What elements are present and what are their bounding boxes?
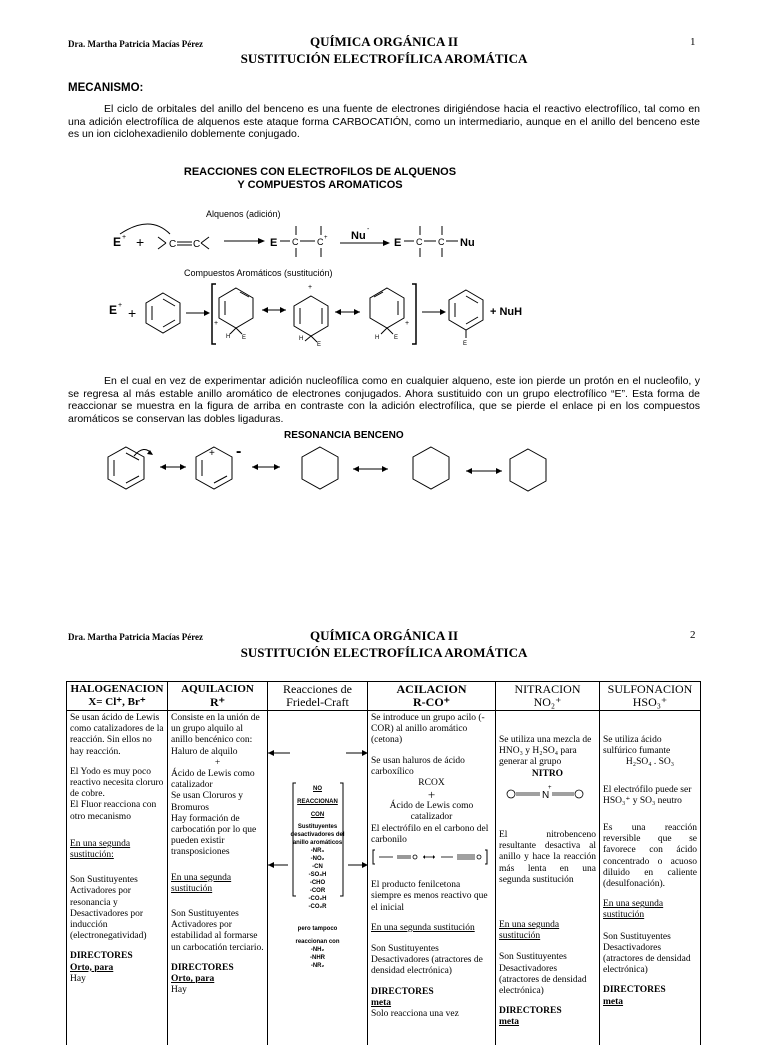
resonance-diagram bbox=[100, 440, 570, 500]
header-acilacion: ACILACION R-CO⁺ bbox=[368, 682, 496, 711]
cation-charge: + bbox=[122, 234, 126, 241]
electrophile-symbol: E bbox=[394, 335, 398, 341]
table-body-row bbox=[67, 711, 701, 1045]
substituent-group: -SO₃H bbox=[271, 871, 364, 879]
substituent-group: -CHO bbox=[271, 879, 364, 887]
electrophile-symbol: E bbox=[109, 303, 117, 317]
reactions-table bbox=[66, 681, 701, 1045]
electrophile-symbol: E bbox=[270, 237, 277, 249]
byproduct-label: + NuH bbox=[490, 306, 522, 318]
page-subtitle: SUSTITUCIÓN ELECTROFÍLICA AROMÁTICA bbox=[0, 51, 768, 67]
substituent-group: -CN bbox=[271, 863, 364, 871]
friedel-arrows bbox=[268, 711, 368, 1031]
electrophile-symbol: E bbox=[113, 235, 121, 249]
pero-label: pero tampoco bbox=[271, 925, 364, 933]
hydrogen-atom: H bbox=[299, 336, 303, 342]
nucleophile-symbol: Nu bbox=[351, 230, 366, 242]
substituent-group: -CO₂H bbox=[271, 895, 364, 903]
nitronium-structure bbox=[499, 780, 595, 806]
carbon-atom: C bbox=[169, 239, 176, 250]
sigma-complex-ring bbox=[294, 296, 328, 336]
reactions-subtitle: Y COMPUESTOS AROMATICOS bbox=[0, 179, 640, 191]
anion-charge: - bbox=[367, 226, 370, 233]
cation-charge: + bbox=[209, 448, 215, 459]
substituent-group: -NR₂ bbox=[271, 962, 364, 970]
header-aquilacion: AQUILACION R⁺ bbox=[168, 682, 268, 711]
carbon-atom: C bbox=[438, 237, 445, 247]
cation-charge: + bbox=[308, 284, 312, 291]
section-heading: MECANISMO: bbox=[68, 82, 143, 94]
reaccionan-con-label: reaccionan con bbox=[271, 938, 364, 946]
cation-charge: + bbox=[405, 320, 409, 327]
alkenes-label: Alquenos (adición) bbox=[206, 209, 281, 219]
acylium-resonance bbox=[371, 846, 489, 868]
anion-charge: - bbox=[236, 443, 241, 460]
page2-number: 2 bbox=[690, 629, 696, 641]
electrophile-symbol: E bbox=[394, 237, 401, 249]
con-label: CON bbox=[271, 811, 364, 819]
page2-title: QUÍMICA ORGÁNICA II bbox=[0, 628, 768, 644]
resonance-ring bbox=[413, 447, 449, 489]
no-label: NO bbox=[271, 785, 364, 793]
sigma-complex-ring bbox=[370, 288, 404, 328]
page2-subtitle: SUSTITUCIÓN ELECTROFÍLICA AROMÁTICA bbox=[0, 645, 768, 661]
plus-sign: + bbox=[136, 234, 144, 250]
resonance-ring bbox=[510, 449, 546, 491]
substituent-group: -COR bbox=[271, 887, 364, 895]
carbon-atom: C bbox=[292, 237, 299, 247]
substituent-group: -NO₂ bbox=[271, 855, 364, 863]
substituent-group: -NH₂ bbox=[271, 946, 364, 954]
page-number: 1 bbox=[690, 36, 696, 48]
cell-halogenacion: Se usan ácido de Lewis como catalizadores de la reacción. Sin ellos no hay reacción. El Yodo es muy poco reactivo necesita cloruro de cobre. El Fluor reacciona con otro mecanismo En una segunda sustitución: Son Sustituyentes Activadores por resonancia y Desactivadores por inducción (electronegatividad) DIRECTORES Orto, para Hay bbox=[67, 711, 168, 1045]
carbon-atom: C bbox=[416, 237, 423, 247]
reactions-title: REACCIONES CON ELECTROFILOS DE ALQUENOS bbox=[0, 166, 640, 178]
curved-arrow bbox=[120, 224, 170, 234]
author-name: Dra. Martha Patricia Macías Pérez bbox=[68, 39, 203, 49]
substituent-group: -NHR bbox=[271, 954, 364, 962]
cell-sulfonacion: Se utiliza ácido sulfúrico fumante H₂SO₄ . SO₃ El electrófilo puede ser HSO₃⁺ y SO₃ neutro Es una reacción reversible que se favorece con ácido concentrado o acuoso diluido en caliente (desulfonación). En una segunda sustitución Son Sustituyentes Desactivadores (atractores de densidad electrónica) DIRECTORES meta bbox=[600, 711, 701, 1045]
author-name-page2: Dra. Martha Patricia Macías Pérez bbox=[68, 632, 203, 642]
header-sulfonacion: SULFONACION HSO₃⁺ bbox=[600, 682, 701, 711]
carbon-atom: C bbox=[317, 237, 324, 247]
sigma-complex-ring bbox=[219, 288, 253, 328]
svg-text:+: + bbox=[548, 785, 552, 791]
electrophile-symbol: E bbox=[317, 342, 321, 348]
header-friedel-craft: Reacciones de Friedel-Craft bbox=[268, 682, 368, 711]
electrophile-symbol: E bbox=[242, 335, 246, 341]
cation-charge: + bbox=[214, 320, 218, 327]
hydrogen-atom: H bbox=[226, 334, 230, 340]
svg-text:N: N bbox=[542, 790, 549, 801]
nucleophile-symbol: Nu bbox=[460, 237, 475, 249]
substituent-group: -NR₃ bbox=[271, 847, 364, 855]
carbon-atom: C bbox=[193, 239, 200, 250]
cell-nitracion: Se utiliza una mezcla de HNO₃ y H₂SO₄ para generar al grupo NITRO N + El nitrobenceno resultante desactiva al anillo y hace la reacción más lenta en una segunda sustitución En una segunda sustitución Son Sustituyentes Desactivadores (atractores de densidad electrónica) DIRECTORES meta bbox=[496, 711, 600, 1045]
reaction-scheme bbox=[100, 200, 560, 360]
mechanism-paragraph: En el cual en vez de experimentar adición nucleofílica como en cualquier alqueno, este ion pierde un protón en el nucleofilo, y se regresa al más estable anillo aromático de electrones conjugados. Ahora sustituido con un grupo electrofílico “E”. Esta forma de reaccionar se muestra en la figura de arriba en contraste con la adición electrofílica, que se pierde el enlace pi en los compuestos aromáticos se conservan las dobles ligaduras. bbox=[68, 375, 700, 425]
reaccionan-label: REACCIONAN bbox=[271, 798, 364, 806]
hydrogen-atom: H bbox=[375, 335, 379, 341]
plus-sign: + bbox=[128, 305, 136, 321]
deactivators-label: Sustituyentes desactivadores del anillo aromáticos bbox=[285, 823, 350, 847]
substituent-group: -CO₂R bbox=[271, 903, 364, 911]
header-halogenacion: HALOGENACION X= Cl⁺, Br⁺ bbox=[67, 682, 168, 711]
resonance-title: RESONANCIA BENCENO bbox=[284, 430, 404, 441]
cation-charge: + bbox=[118, 302, 122, 309]
right-bracket bbox=[412, 284, 416, 344]
cation-charge: + bbox=[324, 235, 328, 241]
header-nitracion: NITRACION NO₂⁺ bbox=[496, 682, 600, 711]
cell-acilacion: Se introduce un grupo acilo (-COR) al anillo aromático (cetona) Se usan haluros de ácido carboxílico RCOX + Ácido de Lewis como catalizador El electrófilo en el carbono del carbonilo El producto fenilcetona siempre es menos reactivo que el inicial En una segunda sustitución Son Sustituyentes Desactivadores (atractores de densidad electrónica) DIRECTORES meta Solo reacciona una vez bbox=[368, 711, 496, 1045]
aromatics-label: Compuestos Aromáticos (sustitución) bbox=[184, 268, 333, 278]
cell-friedel-craft bbox=[268, 711, 368, 1045]
electrophile-symbol: E bbox=[463, 341, 467, 347]
intro-paragraph: El ciclo de orbitales del anillo del benceno es una fuente de electrones dirigiéndose hacia el reactivo electrofílico, tal como en una adición electrofílica de alquenos este ataque forma CARBOCATIÓN, como un intermediario, aunque en el anillo del benceno este es un ion ciclohexadienilo doblemente conjugado. bbox=[68, 103, 700, 141]
cell-aquilacion: Consiste en la unión de un grupo alquilo al anillo bencénico con: Haluro de alquilo + Ácido de Lewis como catalizador Se usan Cloruros y Bromuros Hay formación de carbocatión por lo que pueden existir transposiciones En una segunda sustitución Son Sustituyentes Activadores por estabilidad al formarse un carbocatión terciario. DIRECTORES Orto, para Hay bbox=[168, 711, 268, 1045]
resonance-ring bbox=[302, 447, 338, 489]
page-title: QUÍMICA ORGÁNICA II bbox=[0, 34, 768, 50]
left-bracket bbox=[212, 284, 216, 344]
table-header-row bbox=[67, 682, 701, 711]
